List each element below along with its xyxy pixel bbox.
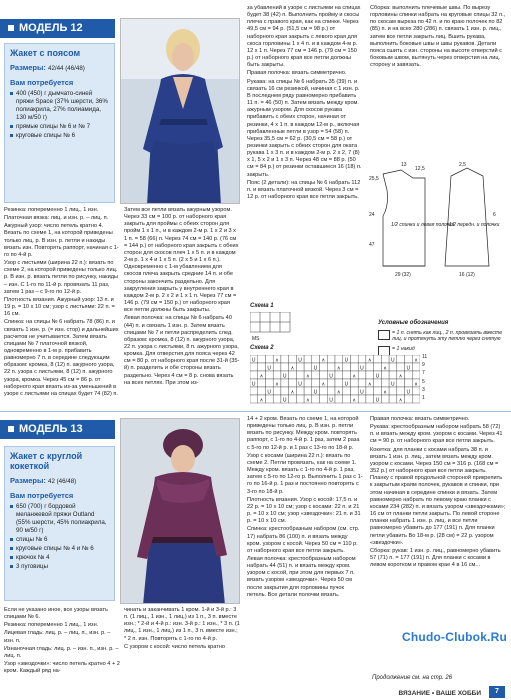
chart-cell [366, 363, 374, 371]
materials-list [10, 503, 109, 571]
continue-note: Продолжение см. на стр. 26 [372, 675, 453, 681]
model-12-infobox [4, 43, 115, 203]
chart-cell [258, 355, 266, 363]
chart-cell [335, 395, 343, 403]
chart-symbol: ∧ [290, 365, 295, 372]
chart-cell [250, 387, 258, 395]
chart-symbol: U [298, 381, 302, 388]
chart-cell [273, 363, 281, 371]
paragraph: 14 + 2 кром. Вязать по схеме 1, на которой приведены только лиц. р. В изн. р. петли вязать по рисунку. Между кром. повторять раппорт, с 1-го по 4-й р. 1 раз, затем 2 раза с 5-го по 12-й р. и 1 раз с 13-го по 18-й р. [247, 416, 360, 451]
chart-symbol: U [375, 397, 380, 404]
sizes-value: 42/44 (46/48) [48, 65, 85, 72]
chart-cell [320, 371, 328, 379]
legend-title: Условные обозначения [378, 320, 449, 326]
model-12-title: Жакет с поясом [10, 48, 81, 58]
chart-symbol: ∧ [383, 389, 387, 396]
garment-schematic-drawing [363, 156, 506, 286]
chart-symbol: U [391, 357, 395, 364]
square-icon [8, 426, 14, 432]
paragraph: Узор «звездочки»: число петель кратно 4 + 2 кром. Каждый ряд на- [4, 661, 120, 675]
material-item: 400 (450) г дымчато-синей пряжи Space (37% шерсти, 36% полиакрила, 27% полиамида, 130 м/50 г) [10, 90, 109, 122]
chart-cell [289, 395, 297, 403]
paragraph: Узор с косами (ширина 22 п.): вязать по схеме 2. Петли провязать, как на схеме 1. Между кром. вязать с 1-го по 4-й р. 1 раз, затем с 5-го по 12-го р. Выполнить 1 раз с 1-го по 16-й р. 1 раз и постоянно повторять с 3-го по 18-й р. [247, 452, 363, 495]
paragraph: Плотность вязания. Ажурный узор: 13 п. и 19 р. = 10 х 10 см; узор с листьями: 22 п. = 16 см. [4, 296, 115, 318]
dim-label: 6 [493, 212, 496, 218]
chart-cell [312, 395, 320, 403]
chart-cell [327, 379, 335, 387]
model-13-tab-label: МОДЕЛЬ 13 [19, 423, 83, 435]
chart-symbol: U [251, 357, 256, 364]
model-13-text-col-1 [4, 607, 120, 697]
material-item: прямые спицы № 6 и № 7 [10, 123, 109, 131]
material-item: 650 (700) г бордовой меланжевой пряжи Outland (55% шерсти, 45% полиакрила, 90 м/50 г) [10, 503, 109, 535]
page-number: 7 [489, 686, 505, 698]
chart-cell [397, 363, 405, 371]
chart-cell [281, 363, 289, 371]
chart-cell [258, 379, 266, 387]
chart-cell [405, 395, 413, 403]
dim-label: 24 [369, 212, 375, 218]
material-item: 3 пуговицы [10, 563, 109, 571]
section-divider [0, 411, 511, 412]
chart-cell [358, 395, 366, 403]
chart-cell [374, 379, 382, 387]
ms-label: MS [252, 336, 260, 342]
chart-symbol: U [251, 381, 256, 388]
square-icon [8, 25, 14, 31]
chart-cell [265, 379, 273, 387]
dim-label: 29 (32) [395, 272, 411, 278]
paragraph: Кокетка: для планки с косами набрать 38 п. и вязать 1 изн. р. лиц., затем вязать между кром. узором с косами. Через 150 см = 316 р. (168 см = 352 р.) от наборного края все петли закрыть. Планку с правой продольной стороной прикрепить к закрытым краям полочек, рукавов и спинки, при этом начиная в середине спинки и вязать. Затем равномерно набрать по левому краю планки с косами 234 (282) п. и вязать узором «звездочками»; 16 см от планки петли закрыть. По левой стороне планки набрать 1 изн. р. лиц. и все петли равномерно убавить до 177 (191) п. Для планки петли убавить Во 18-м р. (28 см) = 22 р. узором «звездочки». [370, 446, 506, 546]
chart-cell [405, 371, 413, 379]
chart-symbol: ∧ [290, 389, 295, 396]
chart-cell [265, 395, 273, 403]
material-item: круговые спицы № 6 [10, 132, 109, 140]
sizes-label: Размеры: [10, 476, 46, 485]
chart-cell [273, 387, 281, 395]
chart-cell [412, 363, 420, 371]
paragraph: Плотность вязания. Узор с косой: 17,5 п. и 22 р. = 10 х 10 см; узор с косами: 22 п. и 21 р. = 10 х 10 см; узор «звездочки»: 21 п. и 31 р. = 10 х 10 см. [247, 496, 361, 525]
dim-label: 47 [369, 242, 375, 248]
chart-symbol: U [406, 365, 411, 372]
chart-cell [343, 363, 351, 371]
material-item: спицы № 6 [10, 536, 109, 544]
legend-item: = 1 п. снять как лиц., 2 п. провязать вместе лиц. и протянуть эту петлю через снятую [392, 330, 503, 343]
dim-label: 13 [401, 162, 407, 168]
model-13-infobox [4, 446, 115, 601]
dim-label: 2,5 [459, 162, 466, 168]
chart-cell [265, 355, 273, 363]
paragraph: Ажурный узор: число петель кратно 4. Вязать по схеме 1, на которой приведены только лиц. р. В изн. р. петли и накиды вязать изн. Повторять раппорт, начиная с 1-го по 4-й р. [4, 223, 119, 258]
chart-cell [366, 387, 374, 395]
chart-symbol: ∧ [306, 373, 310, 380]
chart-cell [358, 371, 366, 379]
chart-cell [335, 379, 343, 387]
model-13-tab [0, 420, 115, 439]
chart-symbol: ∧ [352, 373, 357, 380]
chart-cell [250, 363, 258, 371]
chart-cell [389, 363, 397, 371]
row-number: 1 [422, 395, 425, 402]
model-12-text-col-4 [370, 5, 506, 150]
materials-heading: Вам потребуется [10, 78, 74, 87]
chart-cell [296, 387, 304, 395]
chart-symbol: U [375, 373, 380, 380]
chart-cell [258, 387, 266, 395]
paragraph: Сборка: выполнить плечевые швы. По вырезу горловины спинки набрать на круговые спицы 32 п., по скосам выреза по 42 п. и по краю полочек по 82 (85) п. и на всех 280 (286) п. связать 1 изн. р. лиц., затем все петли закрыть лиц. Вшить рукава, выполнить боковые швы и швы рукавов. Детали пояса сшить с изн. стороны на высоте отверстий с боковым швом, вытянуть через отверстия на лиц. сторону и завязать. [370, 5, 506, 69]
chart-cell [358, 379, 366, 387]
chart-symbol: ∧ [398, 397, 403, 404]
paragraph: за убавлений в узоре с листьями на спицах будет 38 (42) п. Выполнить пройму и скосы плеча с правого края, как на спинке. Через 49,5 см = 94 р. (51,5 см = 98 р.) от наборного края закрыть с левого края для скоса горловины 1 х 4 п. и в каждом 4-м р. 12 х 1 п. Через 77 см = 146 р. (79 см = 150 р.) от наборного края все петли должны быть закрыты. [247, 5, 361, 69]
woman-in-burgundy-jacket-illustration [121, 419, 240, 604]
chart-cell [358, 355, 366, 363]
paragraph: Пояс (2 детали): на спицы № 6 набрать 112 п. и вязать платочной вязкой. Через 3 см = 12 р. от наборного края все петли закрыть. [247, 179, 361, 201]
chart-symbol: U [282, 373, 287, 380]
chart-cell [281, 387, 289, 395]
model-12-tab-label: МОДЕЛЬ 12 [19, 22, 83, 34]
chart-cell [381, 395, 389, 403]
chart-symbol: U [344, 381, 349, 388]
chart-symbol: ∧ [275, 357, 279, 364]
chart-cell [366, 371, 374, 379]
magazine-title: ВЯЗАНИЕ • ВАШЕ ХОББИ [398, 690, 481, 697]
chart-symbol: ∧ [336, 365, 341, 372]
chart-cell [412, 387, 420, 395]
chart-symbol: ∧ [259, 373, 264, 380]
model-13-title: Жакет с круглой кокеткой [10, 451, 83, 471]
chart-cell [343, 395, 351, 403]
chart-cell [327, 363, 335, 371]
chart-symbol: U [329, 397, 333, 404]
materials-list [10, 90, 109, 140]
chart-symbol: U [313, 365, 318, 372]
chart-symbol: ∧ [414, 381, 418, 388]
chart-symbol: ∧ [306, 397, 310, 404]
stitch-chart-1 [250, 312, 310, 342]
chart-symbol: ∧ [367, 357, 372, 364]
chart-symbol: ∧ [383, 365, 387, 372]
chart-cell [273, 395, 281, 403]
chart-symbol: U [329, 373, 333, 380]
chart-cell [381, 355, 389, 363]
chart-cell [374, 355, 382, 363]
schema-2-caption: Схема 2 [250, 345, 274, 351]
model-13-photo [120, 418, 240, 604]
chart-cell [273, 371, 281, 379]
woman-in-blue-jacket-illustration [121, 19, 240, 204]
chart-symbol: U [313, 389, 318, 396]
chart-cell [366, 395, 374, 403]
paragraph: Спинка: на спицы № 6 набрать 78 (86) п. и связать 1 изн. р. (= изн. стор) и дальнейших расчетов не учитывается. Затем вязать спицами № 7 платочной вязкой, одновременно в 1-м р. прибавить равномерно 7 п. в середине следующим образом: кромка, 8 (12) п. ажурного узора, 22 п. узора с листьями, 8 (12) п. ажурного узора, кромка. Через 45 см = 86 р. от наборного края вязать из-за уменьшений в узоре с листьями на спицах будет 74 (82) п. [4, 319, 119, 397]
front-piece-label: 1/2 передн. и полочки [449, 222, 500, 228]
chart-symbol: ∧ [352, 397, 357, 404]
schema-1-caption: Схема 1 [250, 303, 274, 309]
watermark: Chudo-Clubok.Ru [402, 630, 507, 644]
paragraph: Если не указано иное, все узоры вязать спицами № 6. [4, 607, 108, 621]
chart-cell [381, 379, 389, 387]
chart-cell [335, 355, 343, 363]
chart-cell [289, 371, 297, 379]
chart-symbol: ∧ [321, 381, 326, 388]
row-number: 11 [422, 354, 428, 360]
decrease-symbol-icon [378, 330, 390, 340]
chart-symbol: ∧ [367, 381, 372, 388]
row-numbers [422, 353, 434, 402]
model-12-text-col-2 [124, 207, 240, 442]
paragraph: Левая полочка: на спицы № 6 набрать 40 (44) п. и связать 1 изн. р. Затем вязать спицами № 7 и петли распределить след. образом: кромка, 8 (12) п. ажурного узора, 22 п. узора с листьями, 8 п. ажурного узора, кромка. Для отверстия для пояса через 42 см = 80 р. от наборного края после 31-й (35-й) п. разделить и обе стороны вязать раздельно. Через 4 см = 8 р. снова вязать на всех петлях. При этом из- [124, 315, 240, 386]
chart-cell [343, 387, 351, 395]
chart-symbol: ∧ [321, 357, 326, 364]
row-number: 3 [422, 386, 425, 393]
chart-cell [312, 379, 320, 387]
chart-cell [350, 387, 358, 395]
model-13-sizes [10, 477, 109, 486]
chart-cell [343, 371, 351, 379]
paragraph: Левая полочка: крестообразным набором набрать 44 (51) п. и вязать между кром. узором с косой, при этом для первых 7 п. вязать узором «звездочки». Через 50 см после закрытия для горловины пучок петель. Все детали полочки вязать. [247, 555, 356, 598]
paragraph: Рукава: крестообразным набором набрать 58 (72) п. и вязать между кром. узором с косами. Через 41 см = 90 р. от наборного края все петли закрыть. [370, 424, 503, 445]
paragraph: Затем все петли вязать ажурным узором. Через 33 см = 100 р. от наборного края закрыть для проймы с обеих сторон для пройм 1 х 1 п., и в каждом 2-м р. 1 х 2 и 3 х 1 п. = 58 (66) п. Через 74 см = 140 р. (76 см = 144 р.) от наборного края закрыть с обеих сторон для скосов плеч 1 х 5 п. и в каждом 2-м р. 1 х 4 и 1 х 5 п. (2 х 5 и 1 х 6 п.). Одновременно с 1-м убавлением для скосов плеча закрыть средние 14 п. и обе стороны закончить раздельно. Для закругления закрыть у внутреннего края в каждом 2-м р. 2 х 2 и 1 х 1 п. Через 77 см = 146 р. (79 см = 150 р.) от наборного края все петли должны быть закрыты. [124, 207, 239, 314]
paragraph: Резинка: попеременно 1 лиц., 1 изн. [4, 622, 99, 629]
dim-label: 25,5 [369, 176, 379, 182]
chart-cell [250, 371, 258, 379]
chart-cell [320, 363, 328, 371]
chart-cell [381, 371, 389, 379]
chart-symbol: ∧ [414, 357, 418, 364]
row-number: 7 [422, 370, 425, 377]
chart-symbol: U [360, 389, 364, 396]
material-item: крючок № 4 [10, 554, 109, 562]
sizes-value: 42 (46/48) [48, 478, 77, 485]
paragraph: Спинка: крестообразным набором (см. стр. 17) набрать 86 (100) п. и вязать между кром. узором с косой. Через 50 см = 110 р. от наборного края все петли закрыть. [247, 526, 360, 554]
chart-cell [304, 387, 312, 395]
chart-cell [250, 395, 258, 403]
paragraph: Лицевая гладь: лиц. р. – лиц. п., изн. р. – изн. п. [4, 630, 111, 644]
chart-symbol: ∧ [275, 381, 279, 388]
chart-cell [397, 387, 405, 395]
chart-symbol: U [267, 389, 272, 396]
model-13-text-col-3 [247, 416, 363, 696]
chart-cell [320, 387, 328, 395]
chart-cell [350, 355, 358, 363]
back-piece-label: 1/2 спинки и левая полочка [391, 222, 455, 228]
chart-cell [389, 387, 397, 395]
model-12-sizes [10, 64, 109, 73]
model-12-text-col-3 [247, 5, 363, 295]
chart-cell [296, 363, 304, 371]
chart-symbol: U [406, 389, 411, 396]
chart-cell [412, 371, 420, 379]
paragraph: Платочная вязка: лиц. и изн. р. – лиц. п. [4, 215, 109, 222]
paragraph: Правая полочка: вязать симметрично. [370, 416, 470, 422]
chart-symbol: ∧ [336, 389, 341, 396]
chart-cell [327, 387, 335, 395]
paragraph: Сборка: рукав: 1 изн. р. лиц., равномерно убавить 57 (71) п. = 177 (191) п. Для планки с косами в левом коротком и правом крае 4 в 16 см... [370, 547, 501, 569]
chart-cell [350, 379, 358, 387]
paragraph: Узор с листьями (ширина 22 п.): вязать по схеме 2, на которой приведены только лиц. р. В изн. р. вязать петли по рисунку, накиды – изн. С 1-го по 11-й р. провязать 11 раз, затем 1 раз – с 9-го по 12-й р. [4, 260, 118, 295]
materials-heading: Вам потребуется [10, 491, 74, 500]
chart-cell [312, 355, 320, 363]
chart-symbol: U [282, 397, 287, 404]
chart-cell [289, 379, 297, 387]
material-item: круговые спицы № 4 и № 6 [10, 545, 109, 553]
chart-symbol: U [298, 357, 302, 364]
model-13-text-col-2 [124, 607, 240, 697]
paragraph: С узором с косой: число петель кратно [124, 643, 226, 650]
chart-cell [281, 379, 289, 387]
dim-label: 16 (12) [459, 272, 475, 278]
chart-cell [304, 355, 312, 363]
model-12-photo [120, 18, 240, 204]
chart-cell [397, 355, 405, 363]
chart-cell [405, 355, 413, 363]
chart-cell [281, 355, 289, 363]
chart-symbol: U [391, 381, 395, 388]
dim-label: 12,5 [415, 166, 425, 172]
chart-cell [289, 355, 297, 363]
paragraph: Правая полочка: вязать симметрично. [247, 70, 347, 77]
chart-cell [397, 379, 405, 387]
chart-symbol: ∧ [259, 397, 264, 404]
chart-cell [327, 355, 335, 363]
paragraph: Рукава: на спицы № 6 набрать 35 (39) п. и связать 16 см резинкой, начиная с 1 изн. р. В последнем ряду равномерно прибавить 11 п. = 46 (50) п. Затем вязать между кром. ажурным узором. Для скосов рукава прибавить с обеих сторон, начиная от резинки, 4 х 1 п. в каждом 12-м р., включая прибавленные петли в узор = 54 (58) п. Через 35,5 см = 62 р. (30,5 см = 58 р.) от резинки закрыть с обеих сторон для оката рукава 1 х 3 п. и в каждом 2-м р. 2 х 2, 7 (8) х 1, 5 х 2 и 1 х 3 п. Через 48 см = 88 р. (50 см = 84 р.) от резинки оставшиеся 16 (18) п. закрыть. [247, 78, 362, 178]
chart-symbol: U [360, 365, 364, 372]
chart-cell [265, 371, 273, 379]
chart-cell [335, 371, 343, 379]
chart-cell [389, 395, 397, 403]
model-12-text-col-1 [4, 207, 120, 442]
row-number: 5 [422, 378, 425, 385]
model-12-tab [0, 19, 115, 38]
stitch-chart-2 [250, 355, 420, 405]
paragraph: Резинка: попеременно 1 лиц., 1 изн. [4, 207, 99, 213]
chart-cell [412, 395, 420, 403]
paragraph: Изнаночная гладь: лиц. р. – изн. п., изн. р. – лиц. п. [4, 645, 119, 659]
chart-cell [405, 379, 413, 387]
sizes-label: Размеры: [10, 63, 46, 72]
chart-cell [374, 387, 382, 395]
chart-cell [374, 363, 382, 371]
legend-item: = 1 накид [392, 346, 415, 352]
chart-symbol: U [344, 357, 349, 364]
row-number: 9 [422, 362, 425, 369]
chart-cell [296, 371, 304, 379]
chart-cell [389, 371, 397, 379]
chart-cell [320, 395, 328, 403]
chart-cell [258, 363, 266, 371]
chart-cell [304, 379, 312, 387]
paragraph: чинать и заканчивать 1 кром. 1-й и 3-й р.: 3 п. (1 лиц., 1 изн., 1 лиц.) из 1 п., 3 п. вместе изн.; * 2-й и 4-й р.: изн. 3-й р.: 1 изн., * 3 п. (1 лиц., 1 изн., 1 лиц.) из 1 п., 3 п. вместе изн.; * 2 п. изн. Повторять с 1-го по 4-й р. [124, 607, 240, 642]
chart-cell [304, 363, 312, 371]
chart-cell [312, 371, 320, 379]
chart-cell [296, 395, 304, 403]
chart-symbol: U [267, 365, 272, 372]
chart-cell [350, 363, 358, 371]
chart-symbol: ∧ [398, 373, 403, 380]
